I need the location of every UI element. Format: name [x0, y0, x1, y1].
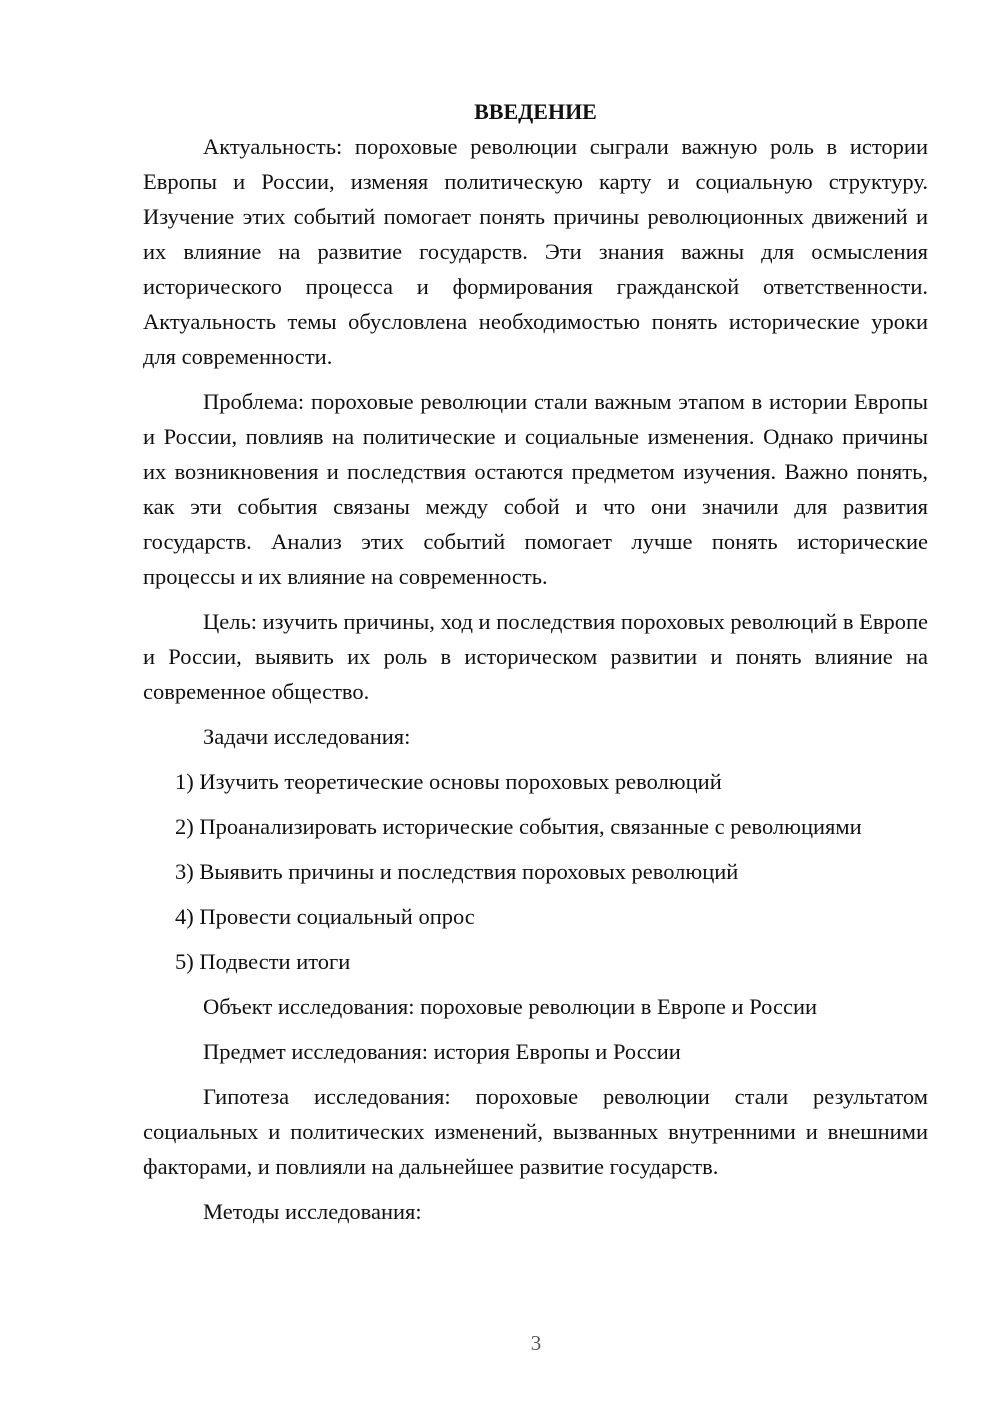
- relevance-paragraph: Актуальность: пороховые революции сыграли важную роль в истории Европы и России, изменяя политическую карту и социальную структуру. Изучение этих событий помогает понять причины революционных движений и их влияние на развитие государств. Эти знания важны для осмысления исторического процесса и формирования гражданской ответственности. Актуальность темы обусловлена необходимостью понять исторические уроки для современности.: [143, 134, 928, 369]
- page-content: [143, 94, 928, 1239]
- task-item-4: 4) Провести социальный опрос: [175, 904, 475, 929]
- page-number: 3: [530, 1331, 542, 1355]
- task-item-3: 3) Выявить причины и последствия пороховых революций: [175, 859, 739, 884]
- hypothesis-paragraph: Гипотеза исследования: пороховые революции стали результатом социальных и политических изменений, вызванных внутренними и внешними факторами, и повлияли на дальнейшее развитие государств.: [143, 1084, 928, 1179]
- research-object: Объект исследования: пороховые революции в Европе и России: [203, 994, 818, 1019]
- page-title: ВВЕДЕНИЕ: [474, 99, 597, 124]
- task-item-1: 1) Изучить теоретические основы пороховых революций: [175, 769, 722, 794]
- problem-paragraph: Проблема: пороховые революции стали важным этапом в истории Европы и России, повлияв на политические и социальные изменения. Однако причины их возникновения и последствия остаются предметом изучения. Важно понять, как эти события связаны между собой и что они значили для развития государств. Анализ этих событий помогает лучше понять исторические процессы и их влияние на современность.: [143, 389, 928, 589]
- task-item-2: 2) Проанализировать исторические события, связанные с революциями: [175, 814, 862, 839]
- methods-heading: Методы исследования:: [203, 1199, 422, 1224]
- research-subject: Предмет исследования: история Европы и России: [203, 1039, 681, 1064]
- goal-paragraph: Цель: изучить причины, ход и последствия пороховых революций в Европе и России, выявить их роль в историческом развитии и понять влияние на современное общество.: [143, 609, 928, 704]
- task-item-5: 5) Подвести итоги: [175, 949, 351, 974]
- tasks-heading: Задачи исследования:: [203, 724, 411, 749]
